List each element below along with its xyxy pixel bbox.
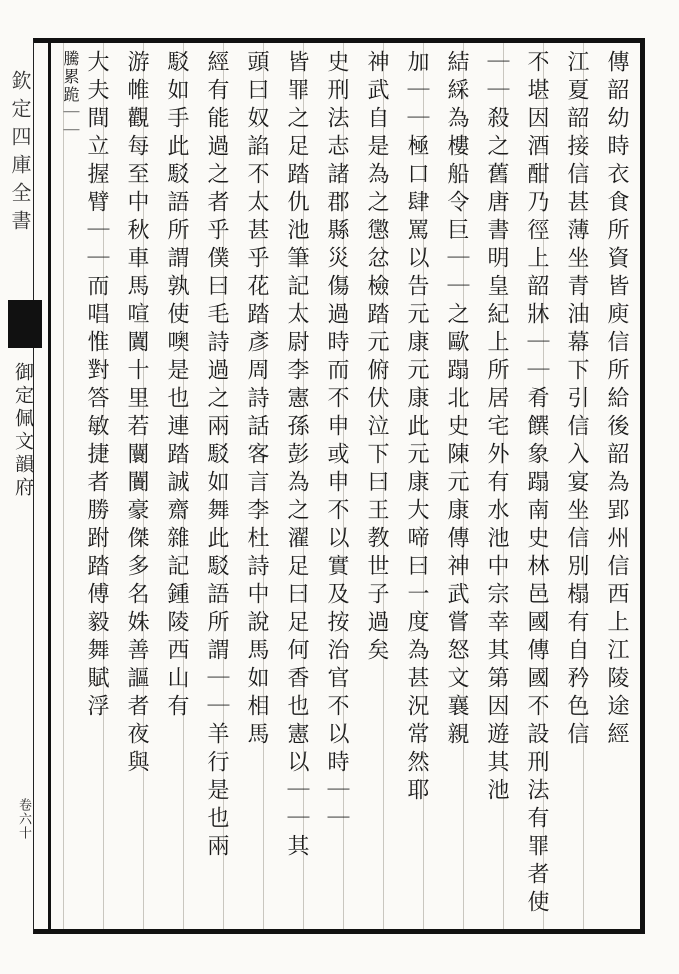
text-column-14	[76, 50, 116, 915]
column-text: 加｜｜極口肆罵以告元康元康此元康大啼曰一度為甚況常然耶	[404, 50, 429, 806]
column-text: 史刑法志諸郡縣災傷過時而不申或申不以實及按治官不以時｜｜	[324, 50, 349, 834]
text-column-3	[516, 50, 556, 918]
column-text: 江夏韶接信甚薄坐青油幕下引信入宴坐信別榻有自矜色信	[564, 50, 589, 750]
column-text: ｜｜殺之舊唐書明皇紀上所居宅外有水池中宗幸其第因遊其池	[484, 50, 509, 806]
block-heart-margin	[6, 50, 44, 920]
column-text: 游帷觀每至中秋車馬喧闐十里若闤闠豪傑多名姝善謳者夜與	[124, 50, 149, 778]
text-column-13	[116, 50, 156, 915]
column-text: 傳韶幼時衣食所資皆庾信所給後韶為郢州信西上江陵途經	[604, 50, 629, 750]
text-column-8	[316, 50, 356, 915]
margin-book-title: 御定佩文韻府	[12, 362, 34, 500]
column-text: 駁如手此駁語所謂孰使噢是也連踏誠齋雜記鍾陵西山有	[164, 50, 189, 722]
column-text: 頭曰奴諂不太甚乎花踏彥周詩話客言李杜詩中說馬如相馬	[244, 50, 269, 750]
text-column-5	[436, 50, 476, 915]
column-text: 皆罪之足踏仇池筆記太尉李憲孫彭為之濯足曰足何香也憲以｜｜其	[284, 50, 309, 862]
text-column-1	[596, 50, 636, 915]
text-column-15	[58, 50, 82, 915]
fishtail-mark	[8, 300, 42, 348]
text-column-10	[236, 50, 276, 915]
column-text: 大夫間立握臂｜｜而唱惟對答敏捷者勝跗踏傅毅舞賦浮	[84, 50, 109, 722]
column-text: 經有能過之者乎僕曰毛詩過之兩駁如舞此駁語所謂｜｜羊行是也兩	[204, 50, 229, 862]
text-column-7	[356, 50, 396, 915]
margin-page-number: 卷六十	[16, 798, 31, 840]
text-column-4	[476, 50, 516, 915]
column-text: 騰累跪｜｜	[61, 50, 80, 140]
text-column-11	[196, 50, 236, 915]
column-text: 神武自是為之懲忿檢踏元俯伏泣下曰王教世子過矣	[364, 50, 389, 666]
text-column-6	[396, 50, 436, 915]
text-column-9	[276, 50, 316, 915]
text-column-2	[556, 50, 596, 915]
margin-top-mark: 欽定四庫全書	[8, 70, 32, 238]
column-text: 結綵為樓船令巨｜｜之歐蹋北史陳元康傳神武嘗怒文襄親	[444, 50, 469, 750]
column-text: 不堪因酒酣乃徑上韶牀｜｜肴饌象蹋南史林邑國傳國不設刑法有罪者使	[524, 50, 549, 918]
frame-inner-rule	[48, 43, 51, 929]
text-column-12	[156, 50, 196, 915]
